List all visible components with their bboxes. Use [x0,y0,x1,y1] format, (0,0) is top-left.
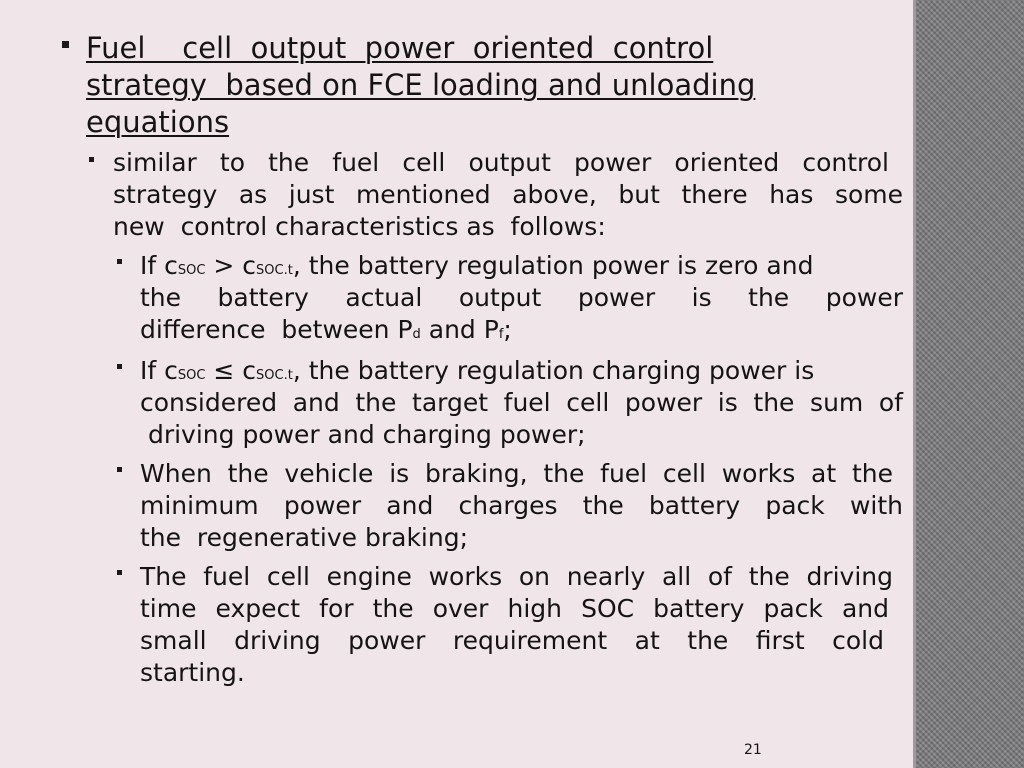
bullet-4-line-2: time expect for the over high SOC battery pack and [140,594,889,623]
bullet-2-icon [117,364,122,369]
intro-bullet-icon [89,157,94,162]
bullet-3-icon [117,467,122,472]
bullet-1-line-2: the battery actual output power is the power [140,283,903,312]
bullet-4-line-4: starting. [140,658,245,687]
bullet-4-icon [117,570,122,575]
bullet-2-line-1: If cSOC ≤ cSOC.t, the battery regulation charging power is [140,356,815,385]
bullet-4-line-1: The fuel cell engine works on nearly all of the driving [140,562,893,591]
intro-line-3: new control characteristics as follows: [113,212,606,241]
bullet-3-line-1: When the vehicle is braking, the fuel cell works at the [140,459,893,488]
bullet-4-line-3: small driving power requirement at the first cold [140,626,884,655]
bullet-3-line-2: minimum power and charges the battery pack with [140,491,903,520]
bullet-3-line-3: the regenerative braking; [140,523,469,552]
intro-line-1: similar to the fuel cell output power oriented control [113,148,889,177]
heading-bullet-icon [62,41,69,48]
bullet-2-line-3: driving power and charging power; [140,420,586,449]
side-decorative-panel [913,0,1024,768]
heading-line-2: strategy based on FCE loading and unloading [86,68,756,102]
bullet-1-line-3: difference between Pd and Pf; [140,315,512,344]
bullet-1-icon [117,259,122,264]
heading-line-3: equations [86,105,230,139]
heading-line-1: Fuel cell output power oriented control [86,31,714,65]
bullet-2-line-2: considered and the target fuel cell power is the sum of [140,388,903,417]
bullet-1-line-1: If cSOC > cSOC.t, the battery regulation power is zero and [140,251,814,280]
page-number: 21 [744,742,762,758]
intro-line-2: strategy as just mentioned above, but there has some [113,180,903,209]
side-panel-edge [913,0,916,768]
